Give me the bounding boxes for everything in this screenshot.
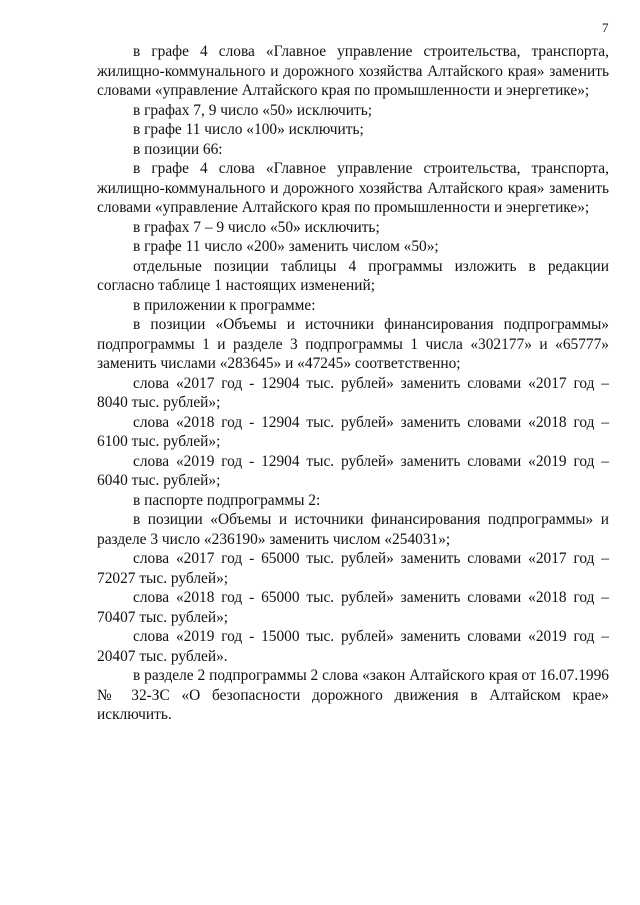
- paragraph-6: в графах 7 – 9 число «50» исключить;: [133, 218, 380, 236]
- paragraph-7: в графе 11 число «200» заменить числом «50»;: [133, 238, 439, 255]
- paragraph-15: в позиции «Объемы и источники финансирования подпрограммы» и разделе 3 число «236190» заменить числом «254031»;: [97, 511, 609, 548]
- paragraph-5: в графе 4 слова «Главное управление строительства, транспорта, жилищно-коммунального и дорожного хозяйства Алтайского края» заменить словами «управление Алтайского края по промышленности и энергетике»;: [97, 160, 609, 216]
- document-body: [97, 42, 609, 725]
- paragraph-4: в позиции 66:: [133, 140, 223, 158]
- paragraph-1: в графе 4 слова «Главное управление строительства, транспорта, жилищно-коммунального и дорожного хозяйства Алтайского края» заменить словами «управление Алтайского края по промышленности и энергетике»;: [97, 43, 609, 99]
- paragraph-11: слова «2017 год - 12904 тыс. рублей» заменить словами «2017 год – 8040 тыс. рублей»;: [97, 374, 609, 411]
- paragraph-13: слова «2019 год - 12904 тыс. рублей» заменить словами «2019 год – 6040 тыс. рублей»;: [97, 452, 609, 489]
- paragraph-10: в позиции «Объемы и источники финансирования подпрограммы» подпрограммы 1 и разделе 3 подпрограммы 1 числа «302177» и «65777» заменить числами «283645» и «47245» соответственно;: [97, 316, 609, 372]
- page-number: 7: [602, 20, 609, 35]
- paragraph-8: отдельные позиции таблицы 4 программы изложить в редакции согласно таблице 1 настоящих изменений;: [97, 257, 609, 294]
- paragraph-19: в разделе 2 подпрограммы 2 слова «закон Алтайского края от 16.07.1996 № 32-ЗС «О безопасности дорожного движения в Алтайском крае» исключить.: [97, 667, 609, 723]
- paragraph-18: слова «2019 год - 15000 тыс. рублей» заменить словами «2019 год – 20407 тыс. рублей».: [97, 628, 609, 665]
- paragraph-16: слова «2017 год - 65000 тыс. рублей» заменить словами «2017 год – 72027 тыс. рублей»;: [97, 550, 609, 587]
- paragraph-12: слова «2018 год - 12904 тыс. рублей» заменить словами «2018 год – 6100 тыс. рублей»;: [97, 413, 609, 450]
- paragraph-17: слова «2018 год - 65000 тыс. рублей» заменить словами «2018 год – 70407 тыс. рублей»;: [97, 589, 609, 626]
- paragraph-2: в графах 7, 9 число «50» исключить;: [133, 101, 373, 119]
- paragraph-9: в приложении к программе:: [133, 296, 316, 314]
- paragraph-14: в паспорте подпрограммы 2:: [133, 491, 321, 509]
- paragraph-3: в графе 11 число «100» исключить;: [133, 121, 364, 138]
